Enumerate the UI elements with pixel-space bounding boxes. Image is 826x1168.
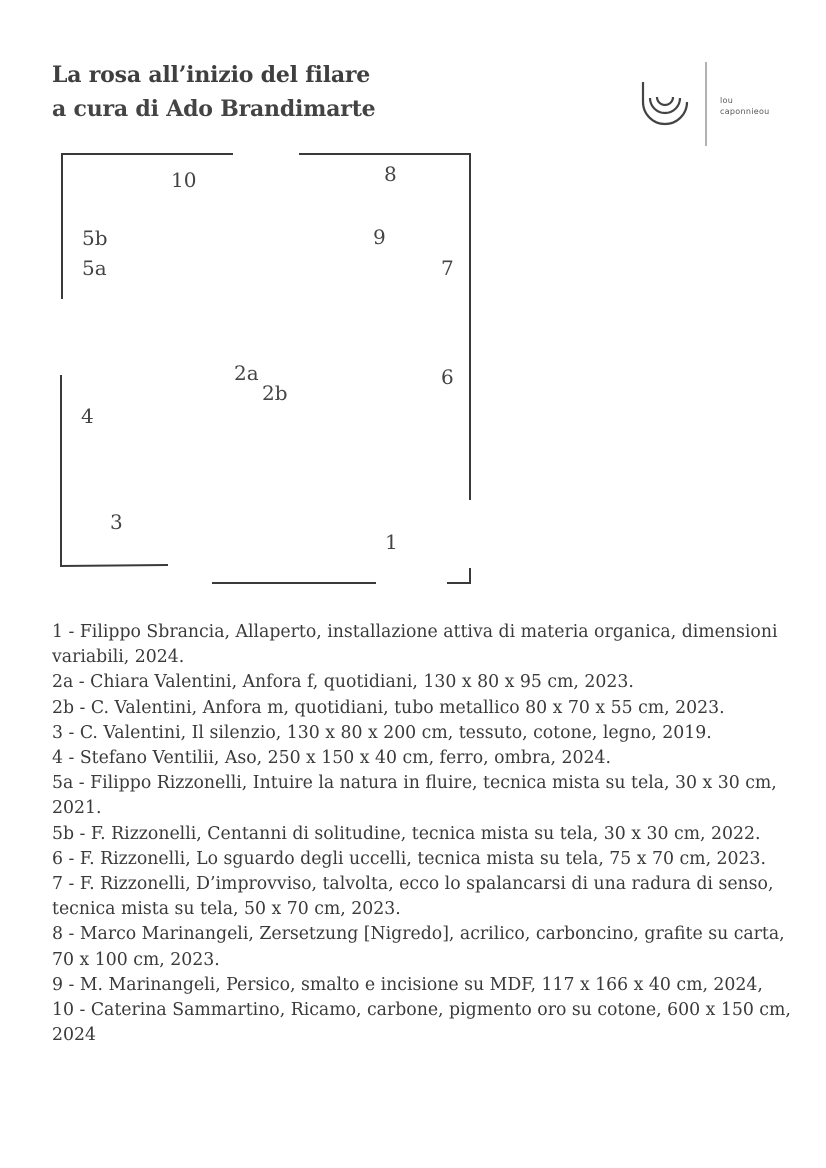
wall-bottom-left <box>61 565 167 566</box>
caption-item-4: 4 - Stefano Ventilii, Aso, 250 x 150 x 40 cm, ferro, ombra, 2024. <box>52 748 611 769</box>
page-title: La rosa all’inizio del filare <box>52 62 371 88</box>
plan-label-2b: 2b <box>262 381 288 405</box>
caption-item-2b: 2b - C. Valentini, Anfora m, quotidiani, tubo metallico 80 x 70 x 55 cm, 2023. <box>52 697 725 718</box>
plan-label-3: 3 <box>110 510 123 534</box>
caption-item-8: 8 - Marco Marinangeli, Zersetzung [Nigredo], acrilico, carboncino, grafite su carta, 70 x 100 cm, 2023. <box>52 924 785 970</box>
page-subtitle: a cura di Ado Brandimarte <box>52 96 376 122</box>
caption-item-9: 9 - M. Marinangeli, Persico, smalto e incisione su MDF, 117 x 166 x 40 cm, 2024, <box>52 974 763 995</box>
plan-label-7: 7 <box>441 256 454 280</box>
caption-item-5a: 5a - Filippo Rizzonelli, Intuire la natura in fluire, tecnica mista su tela, 30 x 30 cm, 2021. <box>52 773 777 819</box>
logo-text-line2: caponnieou <box>720 107 770 116</box>
caption-item-3: 3 - C. Valentini, Il silenzio, 130 x 80 x 200 cm, tessuto, cotone, legno, 2019. <box>52 722 712 743</box>
plan-label-2a: 2a <box>234 361 259 385</box>
caption-item-7: 7 - F. Rizzonelli, D’improvviso, talvolta, ecco lo spalancarsi di una radura di senso, tecnica mista su tela, 50 x 70 cm, 2023. <box>52 874 774 920</box>
plan-label-5a: 5a <box>82 256 107 280</box>
caption-item-1: 1 - Filippo Sbrancia, Allaperto, installazione attiva di materia organica, dimensioni variabili, 2024. <box>52 622 778 668</box>
plan-label-5b: 5b <box>82 226 108 250</box>
plan-label-10: 10 <box>171 168 197 192</box>
caption-item-10: 10 - Caterina Sammartino, Ricamo, carbone, pigmento oro su cotone, 600 x 150 cm, 2024 <box>52 1000 791 1046</box>
plan-label-9: 9 <box>373 225 386 249</box>
caption-item-6: 6 - F. Rizzonelli, Lo sguardo degli uccelli, tecnica mista su tela, 75 x 70 cm, 2023. <box>52 848 767 869</box>
artwork-caption-list <box>52 620 792 1048</box>
plan-label-6: 6 <box>441 365 454 389</box>
caption-item-5b: 5b - F. Rizzonelli, Centanni di solitudine, tecnica mista su tela, 30 x 30 cm, 2022. <box>52 823 761 844</box>
logo-text-line1: lou <box>720 96 734 105</box>
plan-label-1: 1 <box>385 530 398 554</box>
plan-label-8: 8 <box>384 162 397 186</box>
caption-item-2a: 2a - Chiara Valentini, Anfora f, quotidiani, 130 x 80 x 95 cm, 2023. <box>52 672 634 693</box>
plan-label-4: 4 <box>81 404 94 428</box>
